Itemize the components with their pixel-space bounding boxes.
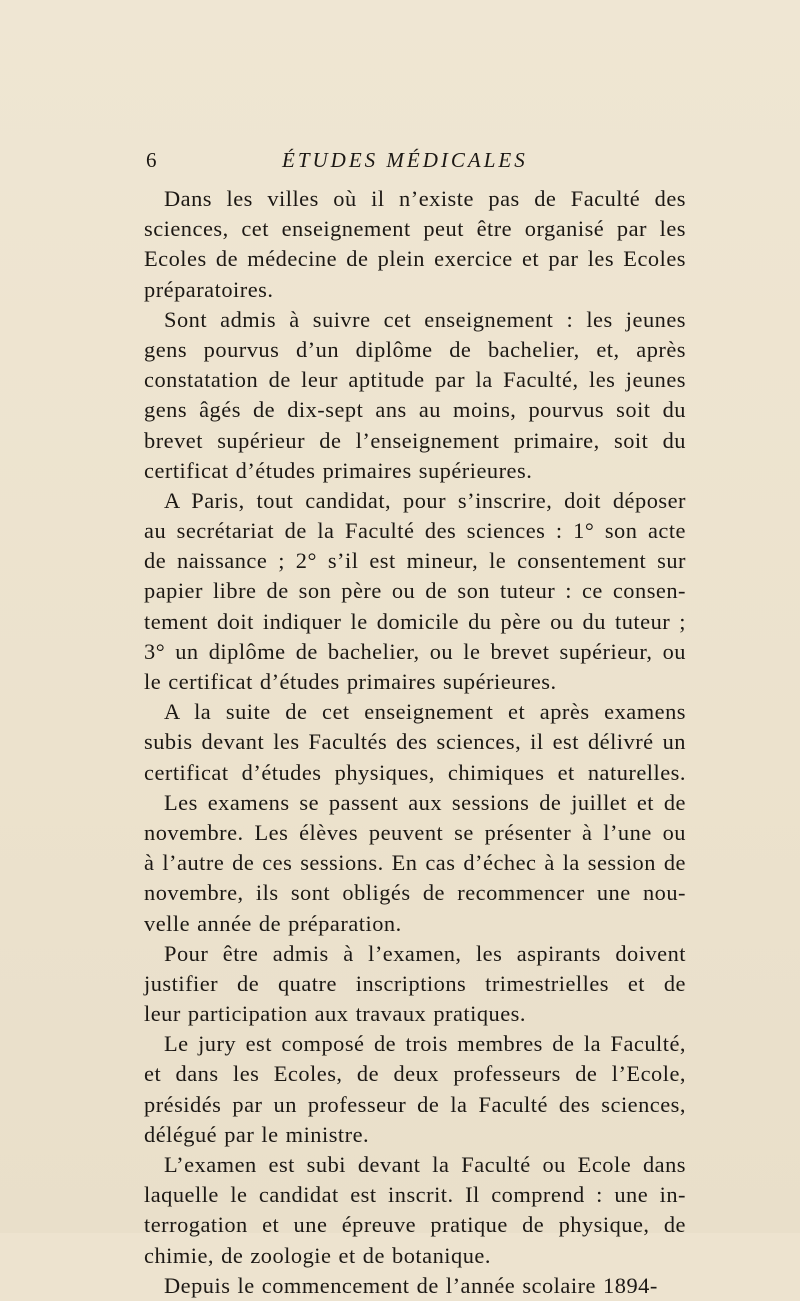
text-line: tement doit indiquer le domicile du père ou du tuteur ; (144, 608, 686, 634)
text-line: de naissance ; 2° s’il est mineur, le consentement sur (144, 548, 686, 574)
text-line: Ecoles de médecine de plein exercice et par les Ecoles (144, 246, 686, 272)
text-line: chimie, de zoologie et de botanique. (144, 1242, 491, 1268)
text-line: terrogation et une épreuve pratique de physique, de (144, 1212, 686, 1238)
text-line: justifier de quatre inscriptions trimestrielles et de (144, 970, 686, 996)
running-head (138, 148, 678, 178)
text-line: novembre. Les élèves peuvent se présenter à l’une ou (144, 819, 686, 845)
text-line: A Paris, tout candidat, pour s’inscrire, doit déposer (164, 487, 686, 513)
text-line: velle année de préparation. (144, 910, 402, 936)
running-title: ÉTUDES MÉDICALES (282, 148, 528, 172)
text-line: Dans les villes où il n’existe pas de Faculté des (164, 186, 686, 211)
text-line: 3° un diplôme de bachelier, ou le brevet supérieur, ou (144, 638, 686, 664)
text-line: L’examen est subi devant la Faculté ou Ecole dans (164, 1152, 686, 1177)
text-line: préparatoires. (144, 276, 274, 302)
text-line: Le jury est composé de trois membres de la Faculté, (164, 1031, 686, 1057)
text-line: A la suite de cet enseignement et après examens (164, 699, 686, 725)
text-line: subis devant les Facultés des sciences, il est délivré un (144, 729, 686, 755)
text-line: délégué par le ministre. (144, 1121, 370, 1147)
text-line: certificat d’études physiques, chimiques et naturelles. (144, 759, 686, 785)
text-line: au secrétariat de la Faculté des sciences : 1° son acte (144, 518, 686, 544)
text-line: présidés par un professeur de la Faculté des sciences, (144, 1091, 686, 1117)
text-line: leur participation aux travaux pratiques. (144, 1001, 526, 1027)
text-line: Pour être admis à l’examen, les aspirants doivent (164, 940, 686, 966)
text-line: et dans les Ecoles, de deux professeurs de l’Ecole, (144, 1061, 686, 1087)
text-line: gens pourvus d’un diplôme de bachelier, et, après (144, 336, 686, 362)
text-line: à l’autre de ces sessions. En cas d’échec à la session de (144, 850, 686, 876)
text-line: constatation de leur aptitude par la Faculté, les jeunes (144, 367, 686, 393)
text-line: papier libre de son père ou de son tuteur : ce consen- (144, 578, 686, 604)
text-line: certificat d’études primaires supérieures. (144, 457, 533, 483)
text-line: Sont admis à suivre cet enseignement : les jeunes (164, 306, 686, 332)
text-line: brevet supérieur de l’enseignement primaire, soit du (144, 427, 686, 453)
text-line: sciences, cet enseignement peut être organisé par les (144, 216, 686, 242)
text-line: le certificat d’études primaires supérieures. (144, 669, 557, 694)
text-line: Depuis le commencement de l’année scolaire 1894- (164, 1272, 658, 1298)
text-line: novembre, ils sont obligés de recommencer une nou- (144, 880, 686, 906)
page-number: 6 (146, 148, 157, 172)
text-line: gens âgés de dix-sept ans au moins, pourvus soit du (144, 397, 686, 423)
text-line: Les examens se passent aux sessions de juillet et de (164, 789, 686, 815)
body-text (144, 184, 686, 1301)
text-line: laquelle le candidat est inscrit. Il comprend : une in- (144, 1182, 686, 1208)
